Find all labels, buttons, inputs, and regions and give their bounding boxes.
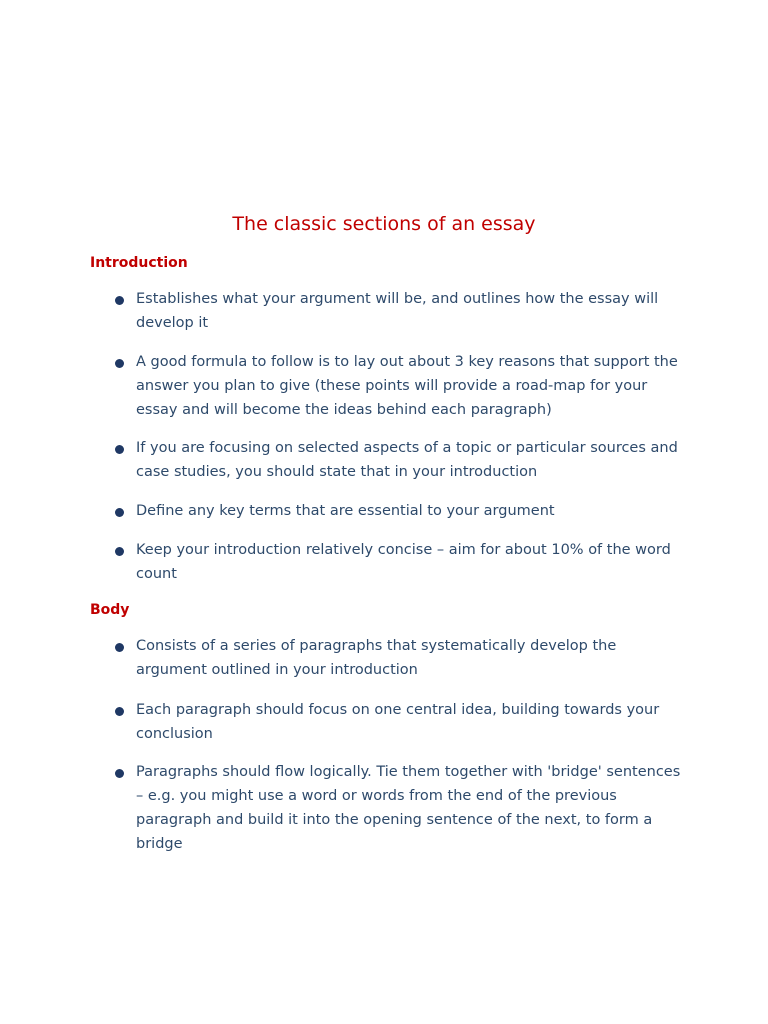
list-item-text: Paragraphs should flow logically. Tie them together with 'bridge' sentences – e.g. you might use a word or words from the end of the previous paragraph and build it into the opening sentence of the next, to form a bridge — [136, 764, 681, 852]
section-heading-introduction: Introduction — [90, 255, 188, 271]
list-item-text: Define any key terms that are essential to your argument — [136, 503, 555, 519]
page-title: The classic sections of an essay — [232, 213, 536, 235]
list-item-text: If you are focusing on selected aspects of a topic or particular sources and case studies, you should state that in your introduction — [136, 440, 678, 480]
list-item-text: Keep your introduction relatively concise – aim for about 10% of the word count — [136, 542, 671, 582]
bullet-icon — [115, 769, 124, 778]
bullet-icon — [115, 445, 124, 454]
list-item-text: A good formula to follow is to lay out about 3 key reasons that support the answer you plan to give (these points will provide a road-map for your essay and will become the ideas behind each paragraph) — [136, 354, 678, 418]
list-item-text: Consists of a series of paragraphs that systematically develop the argument outlined in your introduction — [136, 638, 617, 678]
bullet-icon — [115, 296, 124, 305]
bullet-icon — [115, 508, 124, 517]
bullet-icon — [115, 707, 124, 716]
section-heading-body: Body — [90, 602, 130, 618]
bullet-icon — [115, 359, 124, 368]
bullet-icon — [115, 643, 124, 652]
list-item-text: Each paragraph should focus on one central idea, building towards your conclusion — [136, 702, 660, 742]
list-item-text: Establishes what your argument will be, and outlines how the essay will develop it — [136, 291, 659, 331]
bullet-icon — [115, 547, 124, 556]
